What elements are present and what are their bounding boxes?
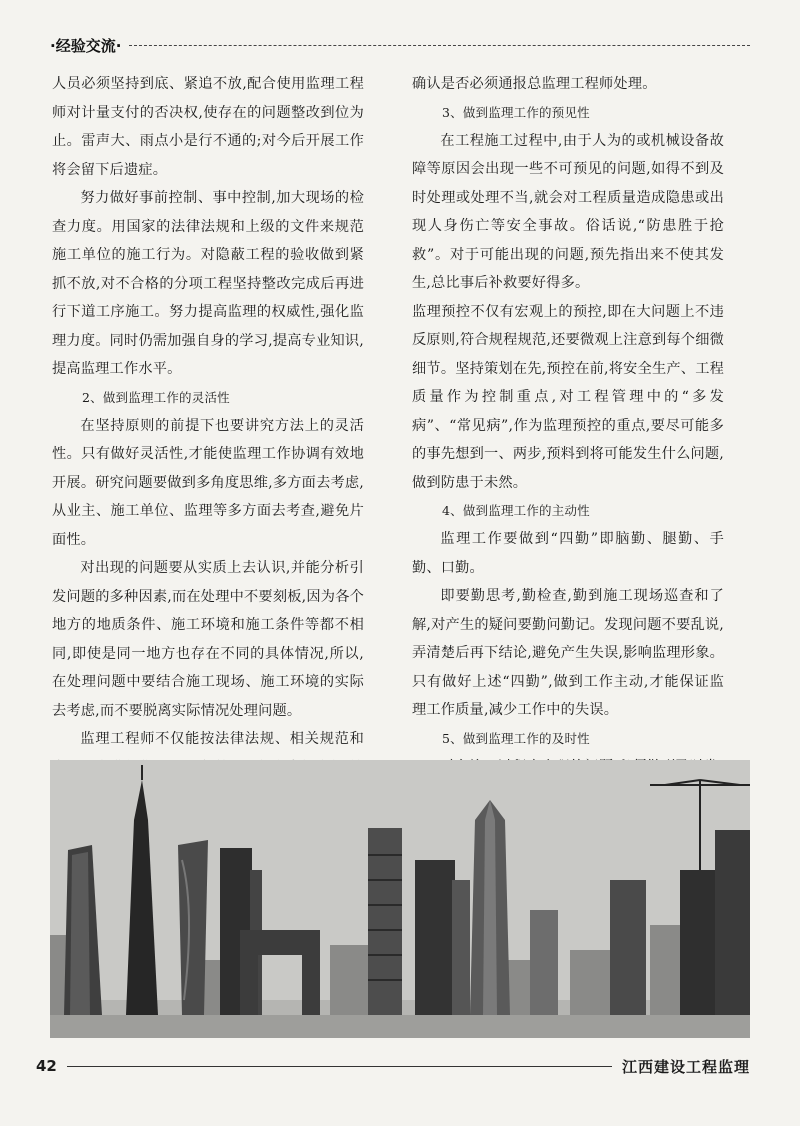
paragraph: 人员必须坚持到底、紧追不放,配合使用监理工程师对计量支付的否决权,使存在的问题整改到位为止。雷声大、雨点小是行不通的;对今后开展工作将会留下后遗症。 [52, 76, 364, 178]
section-title: ·经验交流· [50, 36, 122, 55]
subheading: 3、做到监理工作的预见性 [442, 104, 590, 120]
left-column [52, 70, 364, 782]
subheading: 4、做到监理工作的主动性 [442, 503, 590, 518]
page-number: 42 [36, 1057, 57, 1075]
paragraph: 监理工作要做到“四勤”即脑勤、腿勤、手勤、口勤。 [412, 531, 724, 576]
paragraph: 对出现的问题要从实质上去认识,并能分析引发问题的多种因素,而在处理中不要刻板,因为各个地方的地质条件、施工环境和施工条件等都不相同,即使是同一地方也存在不同的具体情况,所以,在处理问题中要结合施工现场、施工环境的实际去考虑,而不要脱离实际情况处理问题。 [52, 560, 364, 719]
footer-rule [67, 1066, 612, 1067]
journal-title: 江西建设工程监理 [621, 1057, 750, 1076]
page-footer [36, 1054, 750, 1078]
subheading: 5、做到监理工作的及时性 [442, 730, 590, 746]
header-rule [129, 45, 750, 46]
paragraph: 即要勤思考,勤检查,勤到施工现场巡查和了解,对产生的疑问要勤问勤记。发现问题不要乱说,弄清楚后再下结论,避免产生失误,影响监理形象。只有做好上述“四勤”,做到工作主动,才能保证监理工作质量,减少工作中的失误。 [412, 588, 724, 718]
skyline-graphic [50, 760, 750, 1038]
page-header [50, 34, 750, 56]
paragraph: 监理工程师不仅能按法律法规、相关规范和 [80, 731, 364, 747]
paragraph: 努力做好事前控制、事中控制,加大现场的检查力度。用国家的法律法规和上级的文件来规范施工单位的施工行为。对隐蔽工程的验收做到紧抓不放,对不合格的分项工程坚持整改完成后再进行下道工序施工。努力提高监理的权威性,强化监理力度。同时仍需加强自身的学习,提高专业知识,提高监理工作水平。 [52, 190, 364, 377]
paragraph: 监理预控不仅有宏观上的预控,即在大问题上不违反原则,符合规程规范,还要微观上注意到每个细微细节。坚持策划在先,预控在前,将安全生产、工程质量作为控制重点,对工程管理中的“多发病”、“常见病”,作为监理预控的重点,要尽可能多的事先想到一、两步,预料到将可能发生什么问题,做到防患于未然。 [412, 303, 724, 491]
paragraph: 在坚持原则的前提下也要讲究方法上的灵活性。只有做好灵活性,才能使监理工作协调有效地开展。研究问题要做到多角度思维,多方面去考虑,从业主、施工单位、监理等多方面去考查,避免片面性。 [52, 417, 364, 548]
right-column [412, 70, 724, 781]
paragraph: 确认是否必须通报总监理工程师处理。 [412, 76, 657, 92]
subheading: 2、做到监理工作的灵活性 [82, 389, 230, 405]
paragraph: 在工程施工过程中,由于人为的或机械设备故障等原因会出现一些不可预见的问题,如得不到及时处理或处理不当,就会对工程质量造成隐患或出现人身伤亡等安全事故。俗话说,“防患胜于抢救”。对于可能出现的问题,预先指出来不使其发生,总比事后补救要好得多。 [412, 132, 724, 291]
city-skyline-illustration [50, 760, 750, 1038]
